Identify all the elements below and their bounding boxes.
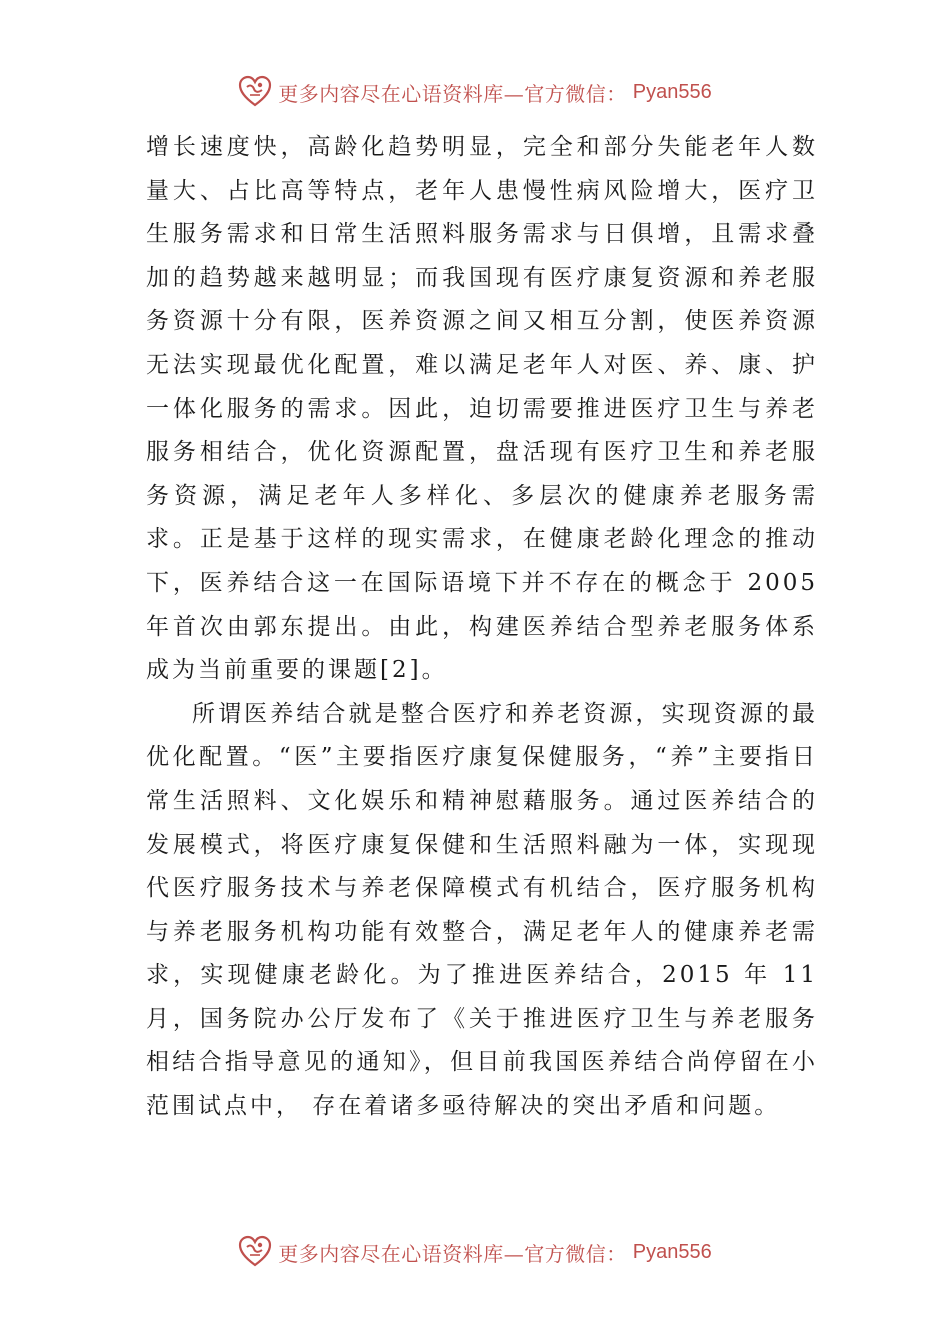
document-body <box>146 126 818 1129</box>
heart-logo-icon <box>238 75 272 109</box>
watermark-text: 更多内容尽在心语资料库—官方微信： <box>278 1241 627 1266</box>
watermark-text: 更多内容尽在心语资料库—官方微信： <box>278 81 627 106</box>
footer-watermark <box>0 1232 950 1272</box>
watermark-group <box>238 1235 711 1269</box>
watermark-handle: Pyan556 <box>632 1240 712 1263</box>
watermark-handle: Pyan556 <box>632 80 712 103</box>
header-watermark <box>0 72 950 112</box>
heart-logo-icon <box>238 1235 272 1269</box>
paragraph-1: 增长速度快，高龄化趋势明显，完全和部分失能老年人数量大、占比高等特点，老年人患慢性病风险增大，医疗卫生服务需求和日常生活照料服务需求与日俱增，且需求叠加的趋势越来越明显；而我国现有医疗康复资源和养老服务资源十分有限，医养资源之间又相互分割，使医养资源无法实现最优化配置，难以满足老年人对医、养、康、护一体化服务的需求。因此，迫切需要推进医疗卫生与养老服务相结合，优化资源配置，盘活现有医疗卫生和养老服务资源，满足老年人多样化、多层次的健康养老服务需求。正是基于这样的现实需求，在健康老龄化理念的推动下，医养结合这一在国际语境下并不存在的概念于 2005 年首次由郭东提出。由此，构建医养结合型养老服务体系成为当前重要的课题[2]。 <box>146 134 818 684</box>
watermark-group <box>238 75 711 109</box>
paragraph-2: 所谓医养结合就是整合医疗和养老资源，实现资源的最优化配置。“医”主要指医疗康复保健服务，“养”主要指日常生活照料、文化娱乐和精神慰藉服务。通过医养结合的发展模式，将医疗康复保健和生活照料融为一体，实现现代医疗服务技术与养老保障模式有机结合，医疗服务机构与养老服务机构功能有效整合，满足老年人的健康养老需求，实现健康老龄化。为了推进医养结合，2015 年 11 月，国务院办公厅发布了《关于推进医疗卫生与养老服务相结合指导意见的通知》，但目前我国医养结合尚停留在小范围试点中， 存在着诸多亟待解决的突出矛盾和问题。 <box>146 700 818 1120</box>
